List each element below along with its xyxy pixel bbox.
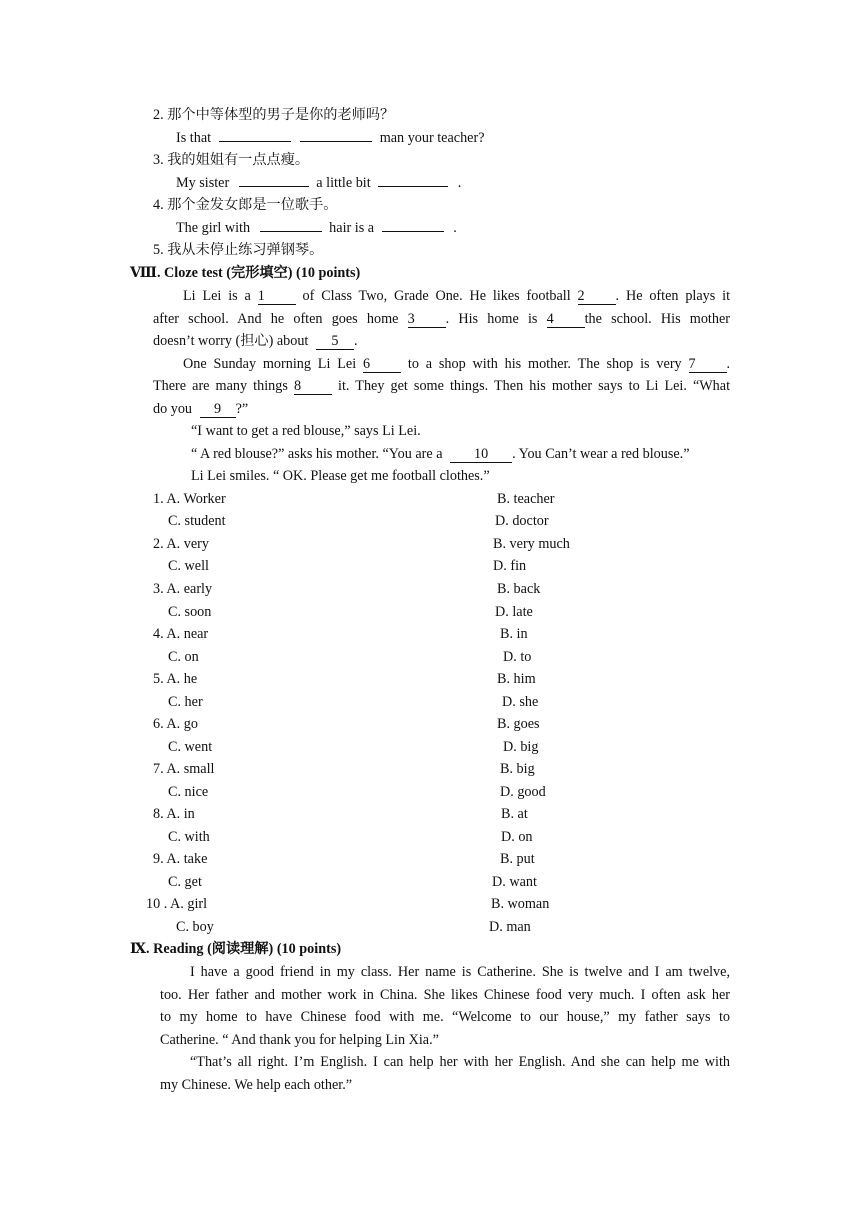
option-5c[interactable]: C. her xyxy=(168,694,203,710)
option-9b[interactable]: B. put xyxy=(500,851,535,867)
option-4d[interactable]: D. to xyxy=(503,649,532,665)
option-4a[interactable]: 4. A. near xyxy=(153,626,209,642)
cloze-text: after school. And he often goes home xyxy=(153,311,399,327)
cloze-blank-2[interactable]: 2 xyxy=(578,289,616,305)
cloze-p2-line2 xyxy=(153,377,730,395)
q4-text-c: . xyxy=(453,220,457,236)
option-1a[interactable]: 1. A. Worker xyxy=(153,491,226,507)
option-1c[interactable]: C. student xyxy=(168,513,226,529)
cloze-p1-line1 xyxy=(183,287,730,305)
cloze-heading: Ⅷ. Cloze test (完形填空) (10 points) xyxy=(130,265,361,281)
cloze-text: do you xyxy=(153,401,193,417)
cloze-p1-line2 xyxy=(153,310,730,328)
reading-heading: Ⅸ. Reading (阅读理解) (10 points) xyxy=(130,941,342,957)
cloze-blank-5[interactable]: 5 xyxy=(316,334,354,350)
option-9d[interactable]: D. want xyxy=(492,874,537,890)
reading-p2-line1: “That’s all right. I’m English. I can help her with her English. And she can help me with xyxy=(190,1054,730,1070)
translation-q3-english xyxy=(176,174,461,192)
option-7d[interactable]: D. good xyxy=(500,784,546,800)
q4-text-a: The girl with xyxy=(176,220,251,236)
q4-text-b: hair is a xyxy=(329,220,375,236)
option-3b[interactable]: B. back xyxy=(497,581,541,597)
option-7c[interactable]: C. nice xyxy=(168,784,209,800)
option-10a[interactable]: 10 . A. girl xyxy=(146,896,208,912)
cloze-p2-line3 xyxy=(153,400,248,418)
option-4b[interactable]: B. in xyxy=(500,626,528,642)
q3-text-a: My sister xyxy=(176,175,230,191)
q2-text-a: Is that xyxy=(176,130,212,146)
option-6c[interactable]: C. went xyxy=(168,739,213,755)
option-2c[interactable]: C. well xyxy=(168,558,209,574)
q2-text-b: man your teacher? xyxy=(379,130,485,146)
option-6d[interactable]: D. big xyxy=(503,739,539,755)
reading-p1-line2: too. Her father and mother work in China. She likes Chinese food very much. I often ask her xyxy=(160,987,730,1003)
q3-blank-1[interactable] xyxy=(239,186,309,187)
cloze-text: to a shop with his mother. The shop is very xyxy=(407,356,682,372)
cloze-text: of Class Two, Grade One. He likes football xyxy=(302,288,571,304)
translation-q3-chinese: 3. 我的姐姐有一点点瘦。 xyxy=(153,152,310,168)
cloze-blank-6[interactable]: 6 xyxy=(363,357,401,373)
q2-blank-2[interactable] xyxy=(300,141,372,142)
cloze-text: “ A red blouse?” asks his mother. “You are a xyxy=(191,446,443,462)
option-10d[interactable]: D. man xyxy=(489,919,531,935)
option-1b[interactable]: B. teacher xyxy=(497,491,555,507)
cloze-blank-4[interactable]: 4 xyxy=(547,312,585,328)
option-2d[interactable]: D. fin xyxy=(493,558,527,574)
q4-blank-2[interactable] xyxy=(382,231,444,232)
option-10b[interactable]: B. woman xyxy=(491,896,550,912)
cloze-text: One Sunday morning Li Lei xyxy=(183,356,357,372)
option-10c[interactable]: C. boy xyxy=(176,919,214,935)
option-8b[interactable]: B. at xyxy=(501,806,528,822)
option-6a[interactable]: 6. A. go xyxy=(153,716,198,732)
option-3d[interactable]: D. late xyxy=(495,604,533,620)
translation-q5-chinese: 5. 我从未停止练习弹钢琴。 xyxy=(153,242,324,258)
cloze-text: . He often plays it xyxy=(615,288,731,304)
option-6b[interactable]: B. goes xyxy=(497,716,540,732)
cloze-blank-3[interactable]: 3 xyxy=(408,312,446,328)
q3-blank-2[interactable] xyxy=(378,186,448,187)
cloze-text: . You Can’t wear a red blouse.” xyxy=(512,446,690,462)
cloze-p4 xyxy=(191,445,690,463)
cloze-blank-7[interactable]: 7 xyxy=(689,357,727,373)
option-5b[interactable]: B. him xyxy=(497,671,536,687)
option-7a[interactable]: 7. A. small xyxy=(153,761,215,777)
cloze-text: . xyxy=(353,333,358,349)
option-9c[interactable]: C. get xyxy=(168,874,202,890)
option-3a[interactable]: 3. A. early xyxy=(153,581,213,597)
cloze-p1-line3 xyxy=(153,332,357,350)
option-9a[interactable]: 9. A. take xyxy=(153,851,208,867)
cloze-blank-8[interactable]: 8 xyxy=(294,379,332,395)
q3-text-c: . xyxy=(457,175,462,191)
cloze-text: it. They get some things. Then his mother says to Li Lei. “What xyxy=(338,378,731,394)
option-8d[interactable]: D. on xyxy=(501,829,533,845)
cloze-text: . xyxy=(726,356,731,372)
translation-q2-english xyxy=(176,129,485,147)
cloze-p5: Li Lei smiles. “ OK. Please get me football clothes.” xyxy=(191,468,490,484)
translation-q4-english xyxy=(176,219,457,237)
reading-p2-line2: my Chinese. We help each other.” xyxy=(160,1077,353,1093)
cloze-text: There are many things xyxy=(153,378,288,394)
q2-blank-1[interactable] xyxy=(219,141,291,142)
q3-text-b: a little bit xyxy=(316,175,371,191)
translation-q2-chinese: 2. 那个中等体型的男子是你的老师吗？ xyxy=(153,107,395,123)
cloze-text: doesn’t worry (担心) about xyxy=(153,333,309,349)
reading-p1-line3: to my home to have Chinese food with me. “Welcome to our house,” my father says to xyxy=(160,1009,730,1025)
option-2b[interactable]: B. very much xyxy=(493,536,570,552)
cloze-text: . His home is xyxy=(445,311,538,327)
cloze-blank-9[interactable]: 9 xyxy=(200,402,236,418)
cloze-blank-10[interactable]: 10 xyxy=(450,447,512,463)
cloze-text: ?” xyxy=(235,401,249,417)
option-4c[interactable]: C. on xyxy=(168,649,199,665)
option-8a[interactable]: 8. A. in xyxy=(153,806,195,822)
cloze-p2-line1 xyxy=(183,355,730,373)
option-8c[interactable]: C. with xyxy=(168,829,210,845)
cloze-text: the school. His mother xyxy=(584,311,730,327)
reading-p1-line4: Catherine. “ And thank you for helping Lin Xia.” xyxy=(160,1032,439,1048)
option-2a[interactable]: 2. A. very xyxy=(153,536,209,552)
reading-p1-line1: I have a good friend in my class. Her name is Catherine. She is twelve and I am twelve, xyxy=(190,964,730,980)
cloze-text: Li Lei is a xyxy=(183,288,251,304)
option-5d[interactable]: D. she xyxy=(502,694,539,710)
option-5a[interactable]: 5. A. he xyxy=(153,671,198,687)
option-3c[interactable]: C. soon xyxy=(168,604,212,620)
option-7b[interactable]: B. big xyxy=(500,761,535,777)
cloze-p3: “I want to get a red blouse,” says Li Lei. xyxy=(191,423,421,439)
option-1d[interactable]: D. doctor xyxy=(495,513,549,529)
q4-blank-1[interactable] xyxy=(260,231,322,232)
translation-q4-chinese: 4. 那个金发女郎是一位歌手。 xyxy=(153,197,338,213)
cloze-blank-1[interactable]: 1 xyxy=(258,289,296,305)
